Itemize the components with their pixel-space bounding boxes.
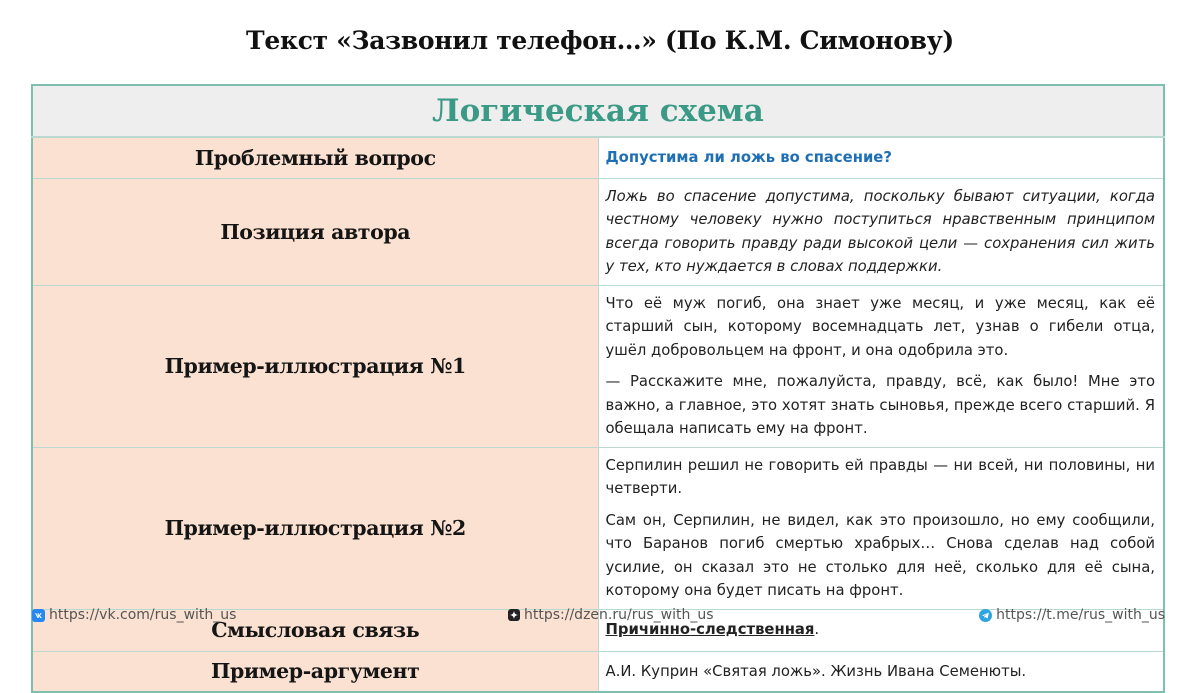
schema-heading: Логическая схема xyxy=(32,85,1164,137)
footer-vk-link[interactable] xyxy=(32,607,236,623)
row-content-example-2 xyxy=(598,447,1164,609)
table-row-argument xyxy=(32,651,1164,692)
example-1-paragraph: Что её муж погиб, она знает уже месяц, и уже месяц, как её старший сын, которому восемнадцать лет, узнав о гибели отца, ушёл добровольцем на фронт, и она одобрила это. xyxy=(605,294,1155,359)
table-row-example-1 xyxy=(32,285,1164,447)
footer-telegram-link[interactable] xyxy=(979,607,1165,623)
footer-vk-url: https://vk.com/rus_with_us xyxy=(49,607,237,623)
table-row-position xyxy=(32,178,1164,285)
vk-icon xyxy=(32,609,45,622)
example-1-paragraph: — Расскажите мне, пожалуйста, правду, всё, как было! Мне это важно, а главное, это хотят знать сыновья, прежде всего старший. Я обещала написать ему на фронт. xyxy=(605,373,1155,437)
author-position-text: Ложь во спасение допустима, поскольку бывают ситуации, когда честному человеку нужно поступиться нравственным принципом всегда говорить правду ради высокой цели — сохранения сил жить у тех, кто нуждается в словах поддержки. xyxy=(598,178,1164,285)
argument-example-text: А.И. Куприн «Святая ложь». Жизнь Ивана Семенюты. xyxy=(598,651,1164,692)
dzen-icon xyxy=(508,609,520,621)
table-row-problem xyxy=(32,137,1164,178)
example-2-paragraph: Серпилин решил не говорить ей правды — ни всей, ни половины, ни четверти. xyxy=(605,456,1155,497)
footer-dzen-url: https://dzen.ru/rus_with_us xyxy=(524,607,714,623)
row-label-connection: Смысловая связь xyxy=(32,609,598,651)
page-title: Текст «Зазвонил телефон…» (По К.М. Симонову) xyxy=(246,26,954,55)
schema-heading-row xyxy=(32,85,1164,137)
row-label-example-1: Пример-иллюстрация №1 xyxy=(32,285,598,447)
semantic-connection-suffix: . xyxy=(814,621,820,639)
table-row-example-2 xyxy=(32,447,1164,609)
footer-telegram-url: https://t.me/rus_with_us xyxy=(996,607,1165,623)
telegram-icon xyxy=(979,609,992,622)
row-content-example-1 xyxy=(598,285,1164,447)
problem-question: Допустима ли ложь во спасение? xyxy=(605,149,892,166)
row-label-example-2: Пример-иллюстрация №2 xyxy=(32,447,598,609)
semantic-connection-value: Причинно-следственная xyxy=(605,621,815,639)
row-content-problem xyxy=(598,137,1164,178)
footer-dzen-link[interactable] xyxy=(508,607,714,623)
logic-schema-table xyxy=(31,84,1165,693)
row-label-problem: Проблемный вопрос xyxy=(32,137,598,178)
row-label-position: Позиция автора xyxy=(32,178,598,285)
example-2-paragraph: Сам он, Серпилин, не видел, как это произошло, но ему сообщили, что Баранов погиб смертью храбрых… Снова сделав над собой усилие, он сказал это не столько для неё, сколько для её сына, которому она будет писать на фронт. xyxy=(605,511,1155,599)
row-label-argument: Пример-аргумент xyxy=(32,651,598,692)
